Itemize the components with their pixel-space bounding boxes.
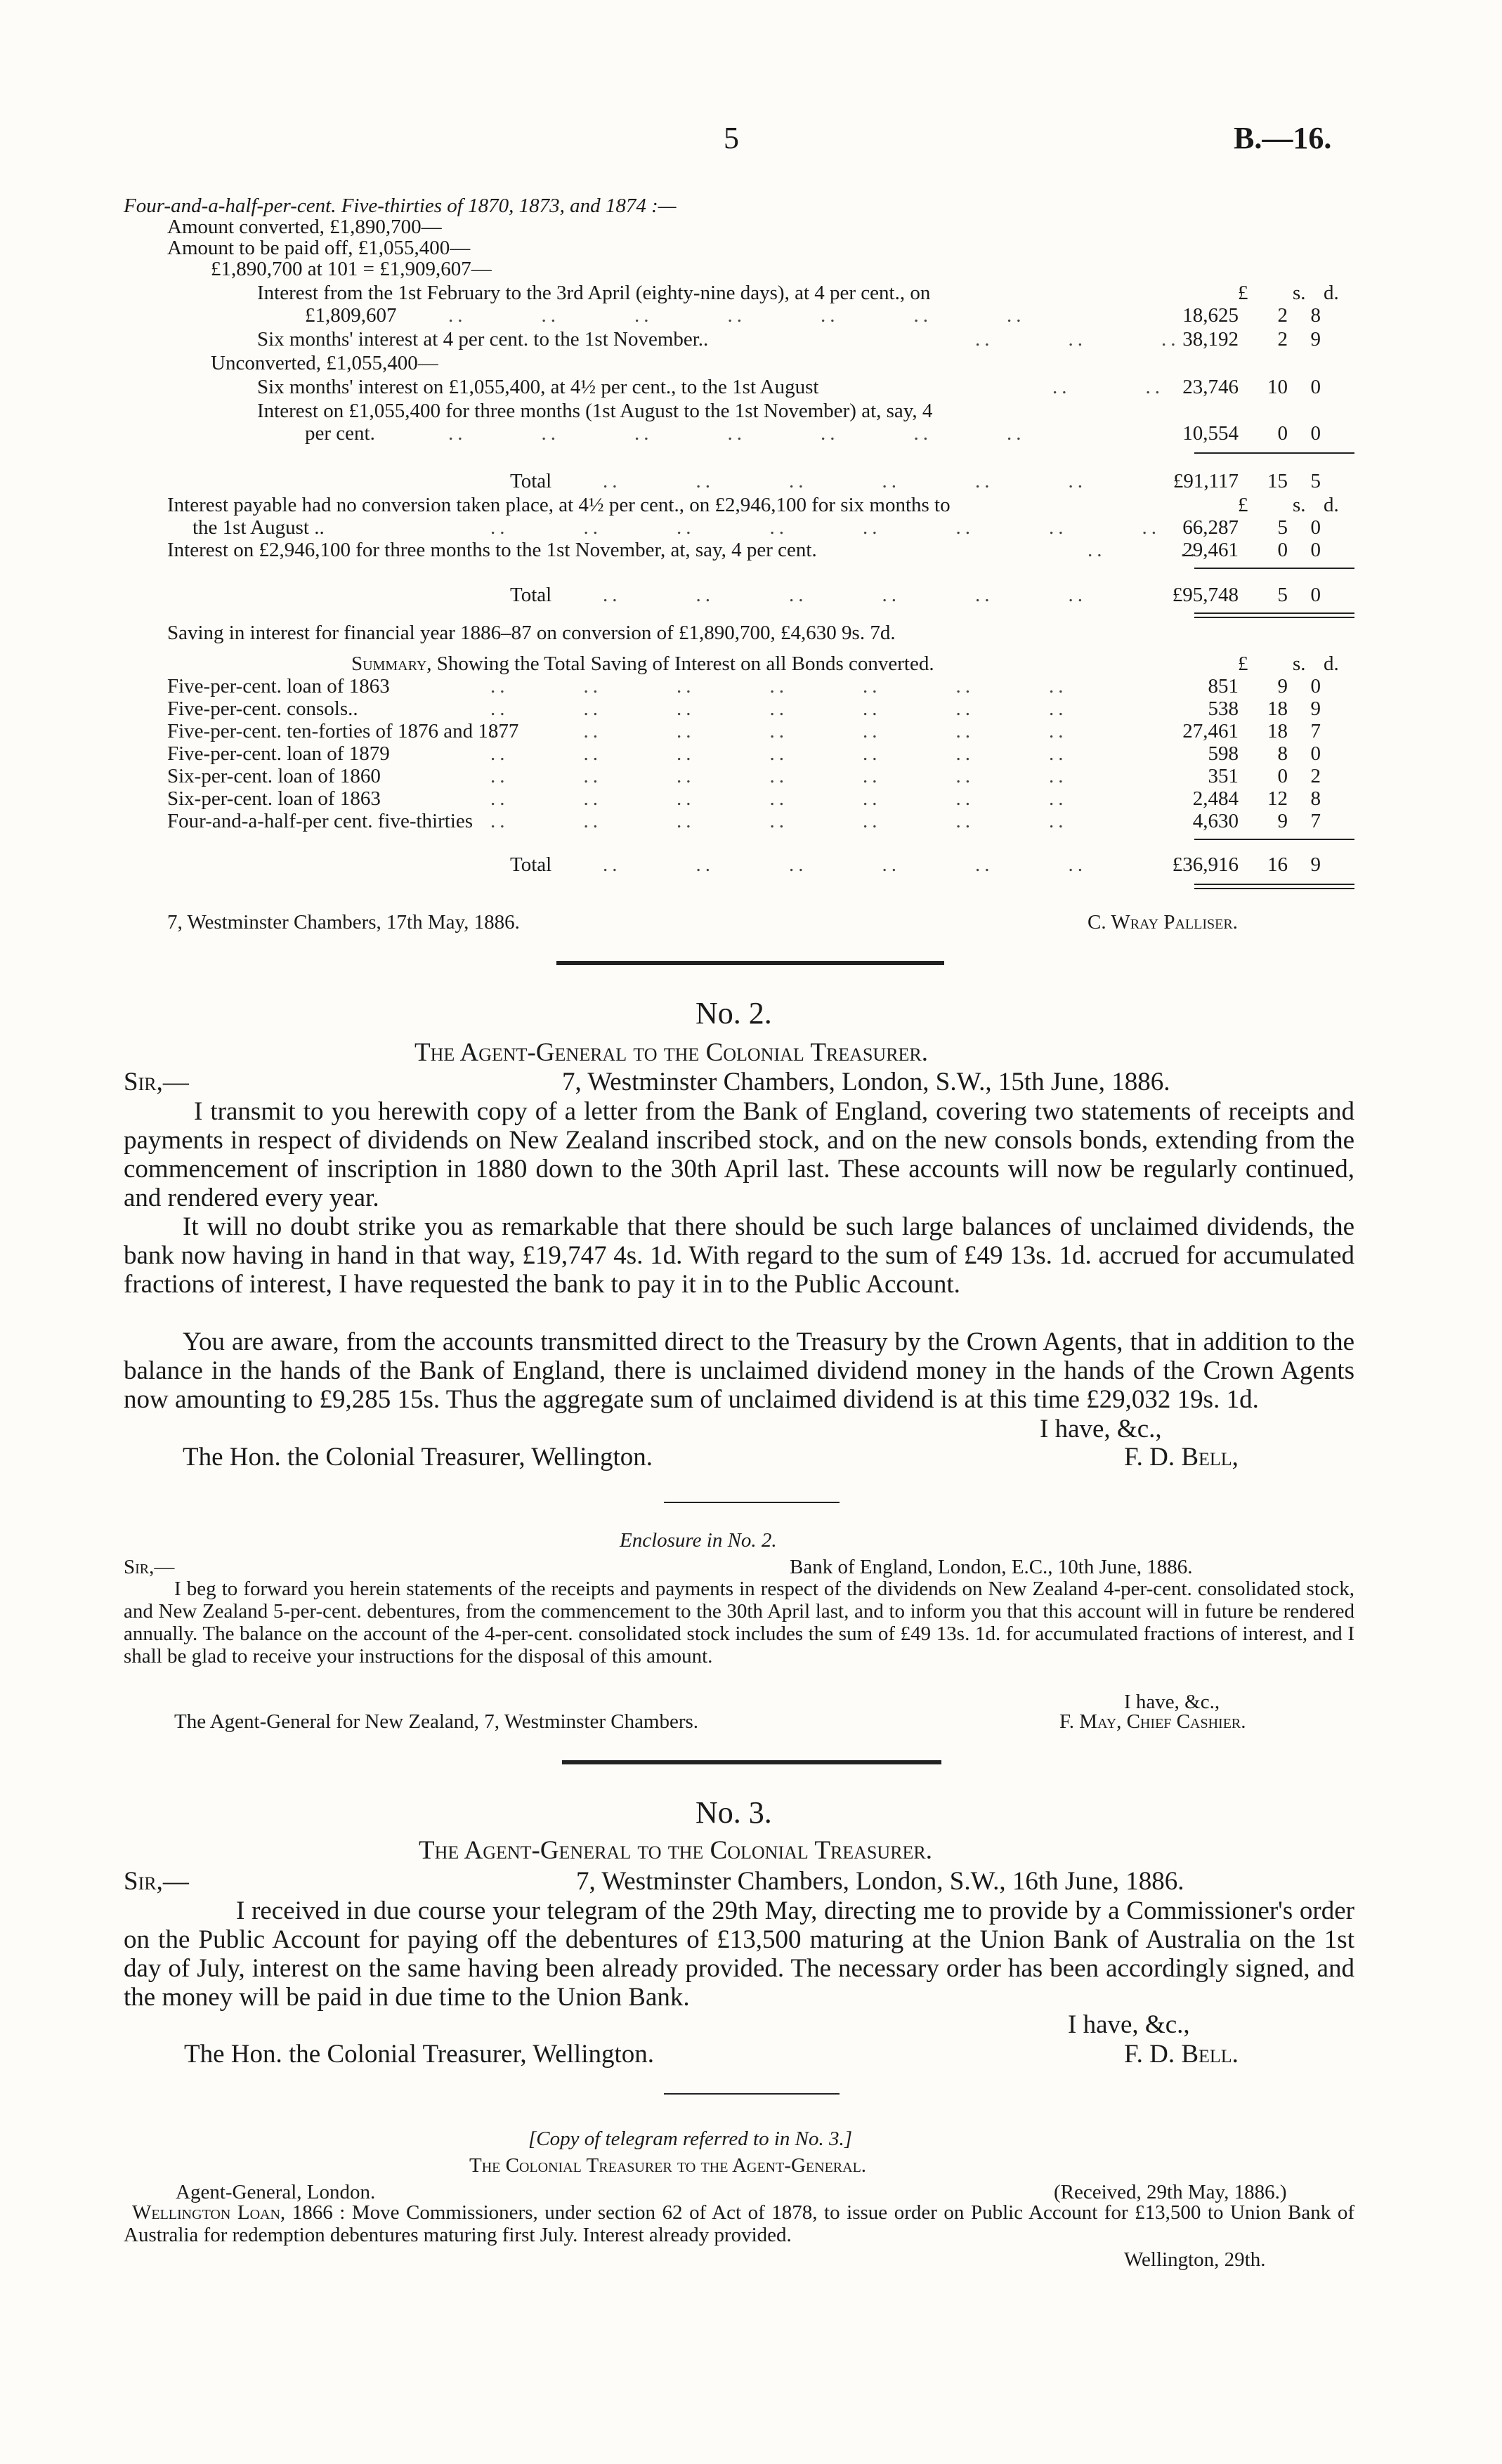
summary-row xyxy=(167,674,1354,698)
pounds-value: £91,117 xyxy=(1173,470,1239,492)
pounds-value: £95,748 xyxy=(1172,584,1239,606)
row-label: Five-per-cent. ten-forties of 1876 and 1877 xyxy=(167,720,519,742)
pence-value: 0 xyxy=(1310,516,1321,539)
pounds-header: £ xyxy=(1238,653,1248,675)
pence-value: 7 xyxy=(1310,810,1321,832)
leader-dots: .. .. .. .. .. .. .. xyxy=(490,787,1068,810)
amount-row xyxy=(167,375,1354,399)
loan-line: Amount converted, £1,890,700— xyxy=(167,216,442,238)
amount-row xyxy=(167,538,1354,562)
double-rule xyxy=(1194,888,1354,889)
sum-rule xyxy=(1194,452,1354,454)
sum-rule xyxy=(1194,839,1354,840)
amount-row xyxy=(167,303,1354,327)
pounds-header: £ xyxy=(1238,494,1248,516)
loan-heading: Four-and-a-half-per-cent. Five-thirties of 1870, 1873, and 1874 :— xyxy=(124,195,677,217)
leader-dots: .. .. .. .. .. .. .. .. xyxy=(490,516,1161,539)
section-separator xyxy=(664,1502,840,1503)
addressee: The Agent-General for New Zealand, 7, Westminster Chambers. xyxy=(174,1710,699,1733)
row-label: Six months' interest on £1,055,400, at 4½ per cent., to the 1st August xyxy=(257,376,819,398)
telegram-subheading: The Colonial Treasurer to the Agent-General. xyxy=(469,2154,867,2177)
closing: I have, &c., xyxy=(1040,1415,1162,1443)
signature: F. D. Bell, xyxy=(1124,1443,1239,1472)
row-label: Six-per-cent. loan of 1860 xyxy=(167,765,381,787)
leader-dots: .. .. .. .. .. .. .. xyxy=(490,720,1068,742)
loan-line: Interest payable had no conversion taken place, at 4½ per cent., on £2,946,100 for six months to xyxy=(167,494,951,516)
letter-paragraph: I received in due course your telegram of the 29th May, directing me to provide by a Commissioner's order on the Public Account for paying off the debentures of £13,500 maturing at the Union Bank of Australia on the 1st day of July, interest on the same having been already provided. The necessary order has been accordingly signed, and the money will be paid in due time to the Union Bank. xyxy=(124,1896,1354,2012)
leader-dots: .. .. .. .. .. .. .. xyxy=(490,765,1068,787)
double-rule xyxy=(1194,884,1354,885)
letter-subheading: The Agent-General to the Colonial Treasurer. xyxy=(419,1836,933,1865)
leader-dots: .. .. .. .. .. .. xyxy=(603,853,1087,876)
shillings-value: 9 xyxy=(1277,675,1288,697)
pence-value: 9 xyxy=(1310,328,1321,350)
double-rule xyxy=(1194,612,1354,614)
shillings-value: 0 xyxy=(1277,539,1288,561)
letter-paragraph: It will no doubt strike you as remarkable that there should be such large balances of unclaimed dividends, the bank now having in hand in that way, £19,747 4s. 1d. With regard to the sum of £49 13s. 1d. accrued for accumulated fractions of interest, I have requested the bank to pay it in to the Public Account. xyxy=(124,1212,1354,1299)
double-rule xyxy=(1194,617,1354,618)
leader-dots: .. .. .. .. .. .. .. xyxy=(448,304,1026,327)
letter-heading: No. 3. xyxy=(696,1795,772,1830)
enclosure-heading: Enclosure in No. 2. xyxy=(620,1529,777,1552)
row-label: Six months' interest at 4 per cent. to the 1st November.. xyxy=(257,328,709,350)
row-label: Four-and-a-half-per cent. five-thirties xyxy=(167,810,474,832)
pounds-value: 29,461 xyxy=(1182,539,1239,561)
telegram-received: (Received, 29th May, 1886.) xyxy=(1054,2181,1287,2203)
pounds-value: 23,746 xyxy=(1182,376,1239,398)
shillings-value: 5 xyxy=(1277,584,1288,606)
shillings-value: 18 xyxy=(1267,697,1288,720)
pence-value: 2 xyxy=(1310,765,1321,787)
enclosure-body: I beg to forward you herein statements of the receipts and payments in respect of the dividends on New Zealand 4-per-cent. consolidated stock, and New Zealand 5-per-cent. debentures, from the commencement to the 30th April last, and to inform you that this account will in future be rendered annually. The balance on the account of the 4-per-cent. consolidated stock includes the sum of £49 13s. 1d. for accumulated fractions of interest, and I shall be glad to receive your instructions for the disposal of this amount. xyxy=(124,1578,1354,1667)
shillings-header: s. xyxy=(1293,494,1306,516)
telegram-body: Wellington Loan, 1866 : Move Commissioners, under section 62 of Act of 1878, to issue order on Public Account for £13,500 to Union Bank of Australia for redemption debentures maturing first July. Interest already provided. xyxy=(124,2201,1354,2246)
row-label: Five-per-cent. loan of 1863 xyxy=(167,675,390,697)
pence-value: 8 xyxy=(1310,304,1321,327)
page-number: 5 xyxy=(724,121,739,155)
pounds-value: 38,192 xyxy=(1182,328,1239,350)
pence-value: 0 xyxy=(1310,422,1321,445)
addressee: The Hon. the Colonial Treasurer, Wellington. xyxy=(184,2040,654,2069)
loan-line: Interest from the 1st February to the 3rd April (eighty-nine days), at 4 per cent., on xyxy=(257,282,931,304)
row-label: Interest on £2,946,100 for three months to the 1st November, at, say, 4 per cent. xyxy=(167,539,817,561)
shillings-value: 18 xyxy=(1267,720,1288,742)
pence-value: 7 xyxy=(1310,720,1321,742)
amount-row xyxy=(167,516,1354,539)
telegram-to: Agent-General, London. xyxy=(176,2181,376,2203)
row-label: Total xyxy=(510,584,552,606)
pence-value: 0 xyxy=(1310,584,1321,606)
salutation: Sir,— xyxy=(124,1068,189,1096)
summary-row xyxy=(167,764,1354,788)
shillings-value: 10 xyxy=(1267,376,1288,398)
shillings-value: 2 xyxy=(1277,304,1288,327)
shillings-value: 5 xyxy=(1277,516,1288,539)
shillings-value: 0 xyxy=(1277,422,1288,445)
row-label: Five-per-cent. consols.. xyxy=(167,697,358,720)
pounds-value: 18,625 xyxy=(1182,304,1239,327)
shillings-value: 2 xyxy=(1277,328,1288,350)
pence-value: 0 xyxy=(1310,675,1321,697)
closing: I have, &c., xyxy=(1124,1691,1220,1713)
signature: F. D. Bell. xyxy=(1124,2040,1239,2069)
signature: F. May, Chief Cashier. xyxy=(1059,1710,1246,1733)
loan-line: Unconverted, £1,055,400— xyxy=(211,352,438,374)
letter-paragraph: I transmit to you herewith copy of a letter from the Bank of England, covering two statements of receipts and payments in respect of dividends on New Zealand inscribed stock, and on the new consols bonds, extending from the commencement of inscription in 1880 down to the 30th April last. These accounts will now be regularly continued, and rendered every year. xyxy=(124,1097,1354,1212)
shillings-value: 16 xyxy=(1267,853,1288,876)
shillings-value: 12 xyxy=(1267,787,1288,810)
leader-dots: .. .. .. .. .. .. .. xyxy=(490,742,1068,765)
summary-row xyxy=(167,787,1354,811)
pounds-value: 538 xyxy=(1208,697,1239,720)
saving-line: Saving in interest for financial year 1886–87 on conversion of £1,890,700, £4,630 9s. 7d. xyxy=(167,622,896,644)
leader-dots: .. .. .. .. .. .. .. xyxy=(490,810,1068,832)
telegram-sign: Wellington, 29th. xyxy=(1124,2248,1266,2271)
leader-dots: .. .. xyxy=(1052,376,1164,398)
pence-header: d. xyxy=(1324,494,1339,516)
total-row xyxy=(167,469,1354,493)
leader-dots: .. .. xyxy=(1088,539,1199,561)
telegram-heading: [Copy of telegram referred to in No. 3.] xyxy=(528,2128,853,2150)
place-date: 7, Westminster Chambers, 17th May, 1886. xyxy=(167,911,520,933)
summary-title: Summary, Showing the Total Saving of Interest on all Bonds converted. xyxy=(351,653,934,675)
pounds-header: £ xyxy=(1238,282,1248,304)
letter-heading: No. 2. xyxy=(696,996,772,1030)
leader-dots: .. .. .. .. .. .. .. xyxy=(448,422,1026,445)
pence-value: 0 xyxy=(1310,539,1321,561)
pence-value: 9 xyxy=(1310,697,1321,720)
shillings-value: 9 xyxy=(1277,810,1288,832)
closing: I have, &c., xyxy=(1068,2010,1190,2039)
row-label: £1,809,607 xyxy=(305,304,397,327)
summary-row xyxy=(167,719,1354,743)
document-reference: B.—16. xyxy=(1234,121,1332,155)
leader-dots: .. .. .. .. .. .. xyxy=(603,470,1087,492)
leader-dots: .. .. .. xyxy=(975,328,1180,350)
letter-address: Bank of England, London, E.C., 10th June, 1886. xyxy=(790,1556,1193,1578)
pounds-value: 598 xyxy=(1208,742,1239,765)
pounds-value: 351 xyxy=(1208,765,1239,787)
letter-subheading: The Agent-General to the Colonial Treasurer. xyxy=(414,1038,929,1067)
leader-dots: .. .. .. .. .. .. .. xyxy=(490,675,1068,697)
shillings-value: 8 xyxy=(1277,742,1288,765)
letter-address: 7, Westminster Chambers, London, S.W., 16th June, 1886. xyxy=(576,1867,1184,1896)
row-label: Six-per-cent. loan of 1863 xyxy=(167,787,381,810)
pence-value: 9 xyxy=(1310,853,1321,876)
pence-header: d. xyxy=(1324,653,1339,675)
pounds-value: 2,484 xyxy=(1192,787,1239,810)
pounds-value: 27,461 xyxy=(1182,720,1239,742)
section-separator xyxy=(562,1760,941,1764)
signature: C. Wray Palliser. xyxy=(1088,911,1238,933)
amount-row xyxy=(167,327,1354,351)
pounds-value: 10,554 xyxy=(1182,422,1239,445)
loan-line: Interest on £1,055,400 for three months (1st August to the 1st November) at, say, 4 xyxy=(257,400,933,422)
summary-row xyxy=(167,742,1354,766)
salutation: Sir,— xyxy=(124,1556,175,1578)
pounds-value: £36,916 xyxy=(1172,853,1239,876)
section-separator xyxy=(556,961,944,965)
shillings-value: 0 xyxy=(1277,765,1288,787)
pence-value: 0 xyxy=(1310,376,1321,398)
letter-paragraph: You are aware, from the accounts transmitted direct to the Treasury by the Crown Agents, that in addition to the balance in the hands of the Bank of England, there is unclaimed dividend money in the hands of the Crown Agents now amounting to £9,285 15s. Thus the aggregate sum of unclaimed dividend is at this time £29,032 19s. 1d. xyxy=(124,1328,1354,1414)
row-label: the 1st August .. xyxy=(192,516,325,539)
row-label: Five-per-cent. loan of 1879 xyxy=(167,742,390,765)
loan-line: £1,890,700 at 101 = £1,909,607— xyxy=(211,258,492,280)
pence-header: d. xyxy=(1324,282,1339,304)
leader-dots: .. .. .. .. .. .. .. xyxy=(490,697,1068,720)
sum-rule xyxy=(1194,568,1354,569)
letter-address: 7, Westminster Chambers, London, S.W., 15th June, 1886. xyxy=(562,1068,1170,1096)
loan-line: Amount to be paid off, £1,055,400— xyxy=(167,237,471,259)
shillings-header: s. xyxy=(1293,282,1306,304)
summary-row xyxy=(167,809,1354,833)
salutation: Sir,— xyxy=(124,1867,189,1896)
row-label: Total xyxy=(510,853,552,876)
shillings-header: s. xyxy=(1293,653,1306,675)
section-separator xyxy=(664,2093,840,2095)
total-row xyxy=(167,853,1354,877)
addressee: The Hon. the Colonial Treasurer, Wellington. xyxy=(183,1443,653,1472)
leader-dots: .. .. .. .. .. .. xyxy=(603,584,1087,606)
pounds-value: 851 xyxy=(1208,675,1239,697)
total-row xyxy=(167,583,1354,607)
row-label: per cent. xyxy=(305,422,375,445)
pounds-value: 66,287 xyxy=(1182,516,1239,539)
row-label: Total xyxy=(510,470,552,492)
pounds-value: 4,630 xyxy=(1192,810,1239,832)
summary-row xyxy=(167,697,1354,721)
pence-value: 5 xyxy=(1310,470,1321,492)
pence-value: 0 xyxy=(1310,742,1321,765)
amount-row xyxy=(167,421,1354,445)
pence-value: 8 xyxy=(1310,787,1321,810)
shillings-value: 15 xyxy=(1267,470,1288,492)
